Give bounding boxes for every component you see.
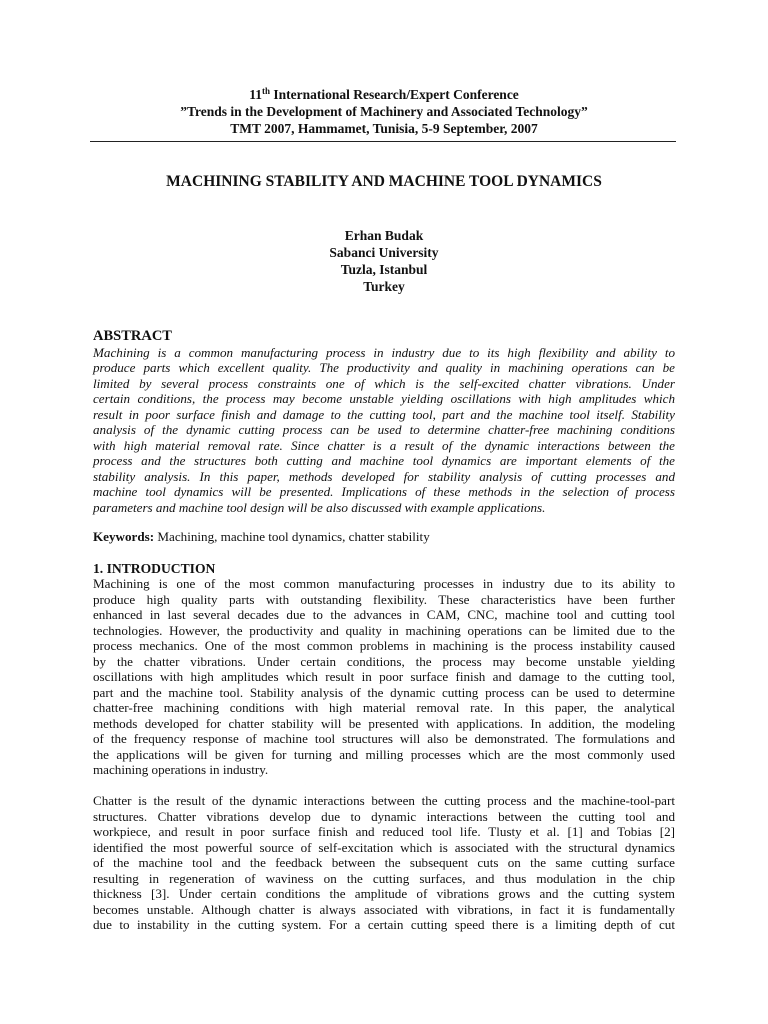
text-line: machine tool dynamics will be presented. Implications of these methods in the selection of process xyxy=(93,484,675,500)
keywords-label: Keywords: xyxy=(93,529,155,544)
introduction-paragraph-2 xyxy=(93,793,675,933)
text-line: identified the most powerful source of self-excitation which is associated with the structural dynamics xyxy=(93,839,675,855)
text-line: oscillations with high amplitudes which result in poor surface finish and damage to the cutting tool, xyxy=(93,669,675,684)
conference-header xyxy=(90,86,678,137)
introduction-heading: 1. INTRODUCTION xyxy=(93,561,216,576)
text-line: analysis of the dynamic cutting process can be used to determine chatter-free machining conditions xyxy=(93,422,675,438)
text-line: of the frequency response of machine tool structures will also be demonstrated. The formulations and xyxy=(93,731,675,746)
text-line: certain conditions, the process may become unstable yielding oscillations with high amplitudes which xyxy=(93,391,675,407)
text-line: part and the machine tool. Stability analysis of the dynamic cutting process can be used to determine xyxy=(93,684,675,700)
text-line: Machining is a common manufacturing process in industry due to its high flexibility and ability to xyxy=(93,345,675,360)
text-line: Machining is one of the most common manufacturing processes in industry due to its ability to xyxy=(93,576,675,591)
text-line: thickness [3]. Under certain conditions the amplitude of vibrations grows and the cutting system xyxy=(93,886,675,901)
keywords-text: Machining, machine tool dynamics, chatter stability xyxy=(154,529,430,544)
text-line: due to instability in the cutting system. For a certain cutting speed there is a limiting depth of cut xyxy=(93,917,675,932)
introduction-paragraph-1 xyxy=(93,576,675,778)
text-line: process and the structures both cutting and machine tool dynamics are important elements of the xyxy=(93,453,675,469)
paper-title: MACHINING STABILITY AND MACHINE TOOL DYNAMICS xyxy=(166,173,602,190)
conference-name: International Research/Expert Conference xyxy=(269,87,519,102)
abstract-heading: ABSTRACT xyxy=(93,328,172,344)
text-line: resulting in regeneration of waviness on the cutting surfaces, and thus modulation in the chip xyxy=(93,870,675,886)
text-line: produce high quality parts with outstanding flexibility. These characteristics have been further xyxy=(93,591,675,607)
text-line: of the machine tool and the feedback between the subsequent cuts on the same cutting surface xyxy=(93,855,675,870)
conference-number: 11 xyxy=(249,87,262,102)
text-line: with high material removal rate. Since chatter is a result of the dynamic interactions between the xyxy=(93,437,675,453)
text-line: stability analysis. In this paper, methods developed for stability analysis of cutting processes and xyxy=(93,468,675,484)
text-line: methods developed for chatter stability will be presented with applications. In addition, the modeling xyxy=(93,715,675,731)
keywords-line xyxy=(93,529,675,545)
text-line: workpiece, and result in poor surface finish and reduced tool life. Tlusty et al. [1] and Tobias [2] xyxy=(93,824,675,839)
author-name: Erhan Budak xyxy=(344,228,424,243)
text-line: enhanced in last several decades due to the advances in CAM, CNC, machine tool and cutting tool xyxy=(93,607,675,622)
author-affiliation: Sabanci University xyxy=(329,245,439,260)
text-line: limited by several process constraints one of which is the self-excited chatter vibrations. Under xyxy=(93,375,675,391)
abstract-body xyxy=(93,345,675,515)
author-city: Tuzla, Istanbul xyxy=(340,262,428,277)
text-line: structures. Chatter vibrations develop due to dynamic interactions between the cutting tool and xyxy=(93,808,675,824)
author-country: Turkey xyxy=(363,279,405,294)
text-line: process mechanics. One of the most common problems in machining is the process instability caused xyxy=(93,638,675,653)
text-line: the applications will be given for turning and milling processes which are the most commonly used xyxy=(93,746,675,762)
author-block xyxy=(90,227,678,295)
conference-line-1 xyxy=(90,86,678,103)
conference-line-3: TMT 2007, Hammamet, Tunisia, 5-9 September, 2007 xyxy=(230,121,538,136)
text-line: becomes unstable. Although chatter is always associated with vibrations, in fact it is fundamentally xyxy=(93,901,675,917)
text-line: chatter-free machining conditions with high material removal rate. In this paper, the analytical xyxy=(93,700,675,715)
text-line: produce parts which excellent quality. The productivity and quality in machining operations can be xyxy=(93,360,675,376)
text-line: by the chatter vibrations. Under certain conditions, the process may become unstable yielding xyxy=(93,653,675,669)
text-line: result in poor surface finish and damage to the cutting tool, part and the machine tool itself. Stability xyxy=(93,406,675,422)
conference-line-2: ”Trends in the Development of Machinery and Associated Technology” xyxy=(180,104,588,119)
header-divider xyxy=(90,141,676,142)
text-line: machining operations in industry. xyxy=(93,762,269,777)
text-line: technologies. However, the productivity and quality in machining operations can be limited due to the xyxy=(93,622,675,638)
text-line: parameters and machine tool design will be also discussed with example applications. xyxy=(93,499,546,515)
conference-ordinal: th xyxy=(261,86,270,96)
text-line: Chatter is the result of the dynamic interactions between the cutting process and the machine-tool-part xyxy=(93,793,675,808)
